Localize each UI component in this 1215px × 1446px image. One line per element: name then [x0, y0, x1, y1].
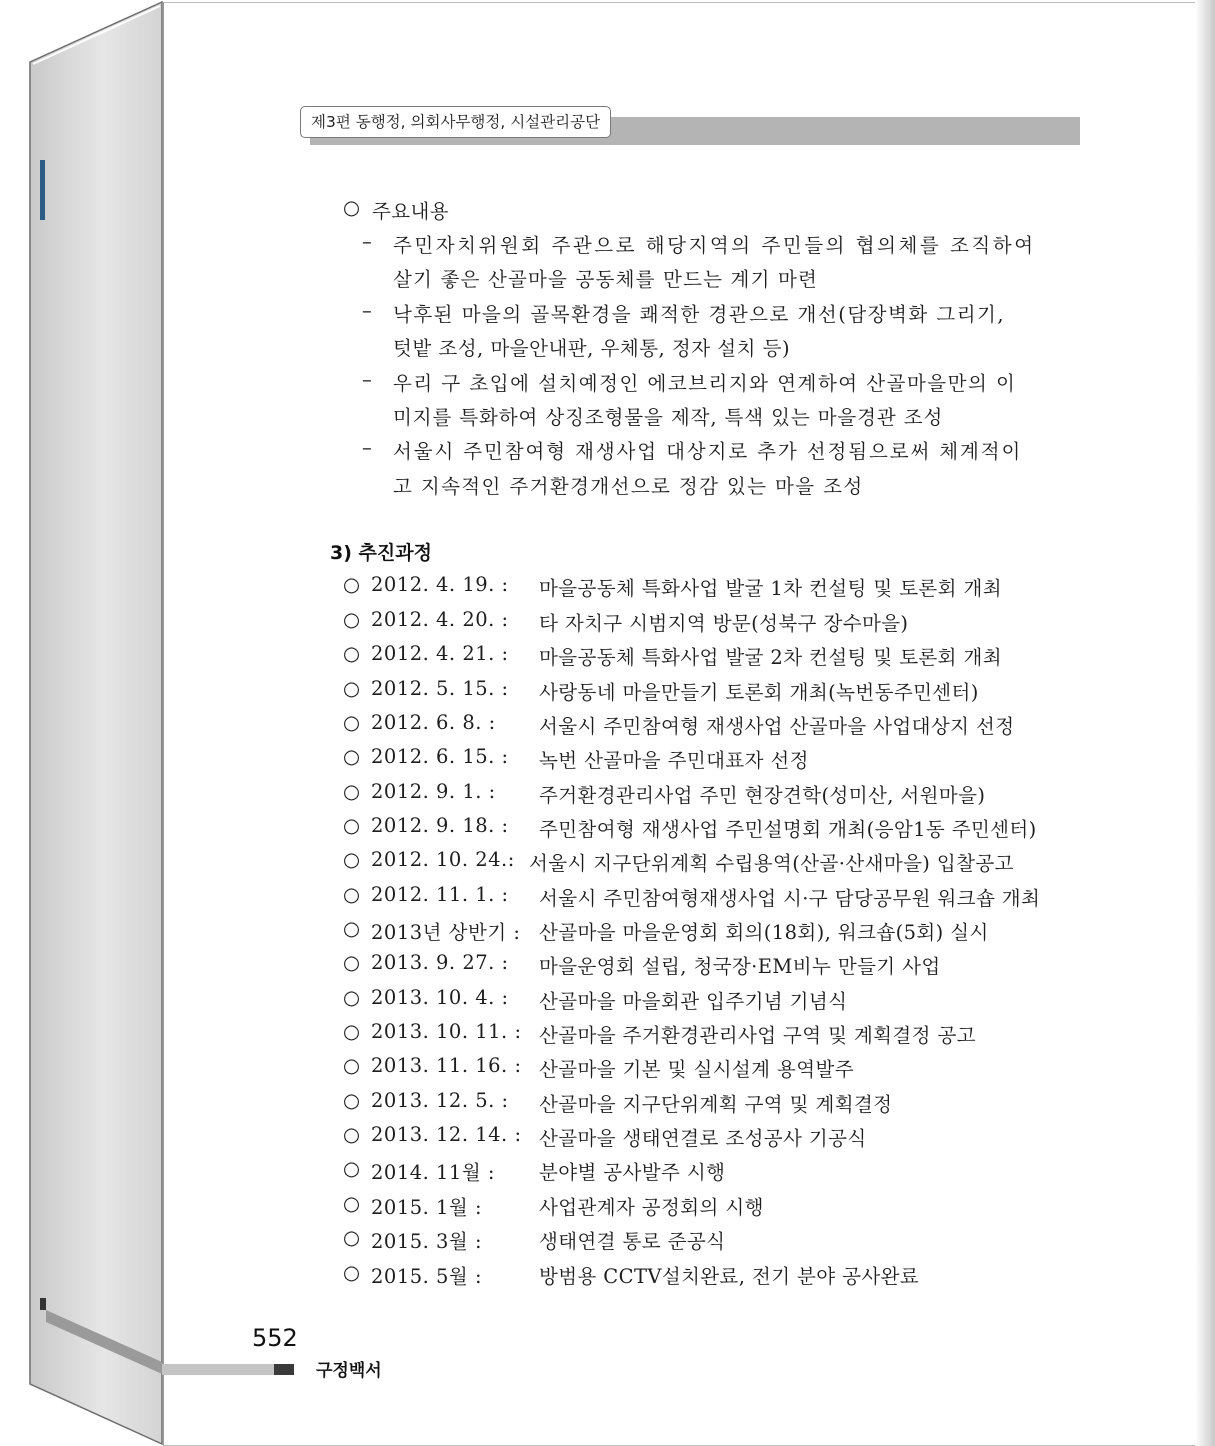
timeline-bullet: ○	[343, 573, 361, 596]
timeline-desc: 마을공동체 특화사업 발굴 1차 컨설팅 및 토론회 개최	[539, 577, 1002, 600]
timeline-bullet: ○	[343, 1192, 361, 1215]
dash-bullet: –	[362, 230, 372, 253]
timeline-desc: 타 자치구 시범지역 방문(성북구 장수마을)	[539, 612, 909, 635]
timeline-date: 2012. 11. 1. :	[371, 883, 509, 906]
timeline-bullet: ○	[343, 1261, 361, 1284]
timeline-desc: 서울시 지구단위계획 수립용역(산골·산새마을) 입찰공고	[529, 852, 1014, 875]
content-line: 텃밭 조성, 마을안내판, 우체통, 정자 설치 등)	[393, 337, 791, 360]
timeline-date: 2013년 상반기 :	[371, 921, 521, 944]
timeline-date: 2013. 10. 11. :	[371, 1020, 522, 1043]
timeline-date: 2012. 5. 15. :	[371, 677, 509, 700]
timeline-desc: 사업관계자 공정회의 시행	[539, 1196, 764, 1219]
dash-bullet: –	[362, 368, 372, 391]
book-spine	[0, 0, 165, 1446]
timeline-date: 2014. 11월 :	[371, 1161, 495, 1184]
timeline-bullet: ○	[343, 1157, 361, 1180]
timeline-desc: 분야별 공사발주 시행	[539, 1161, 726, 1184]
timeline-date: 2012. 4. 20. :	[371, 608, 509, 631]
timeline-date: 2012. 4. 19. :	[371, 573, 509, 596]
timeline-desc: 생태연결 통로 준공식	[539, 1230, 726, 1253]
timeline-bullet: ○	[343, 986, 361, 1009]
timeline-date: 2012. 9. 18. :	[371, 814, 509, 837]
content-line: 살기 좋은 산골마을 공동체를 만드는 계기 마련	[393, 268, 819, 291]
timeline-bullet: ○	[343, 1089, 361, 1112]
timeline-bullet: ○	[343, 883, 361, 906]
timeline-date: 2013. 11. 16. :	[371, 1054, 522, 1077]
footer-bar	[162, 1364, 274, 1375]
timeline-bullet: ○	[343, 677, 361, 700]
footer-bar-accent	[274, 1364, 294, 1375]
timeline-desc: 사랑동네 마을만들기 토론회 개최(녹번동주민센터)	[539, 681, 979, 704]
timeline-bullet: ○	[343, 642, 361, 665]
timeline-desc: 산골마을 마을회관 입주기념 기념식	[539, 990, 848, 1013]
timeline-bullet: ○	[343, 780, 361, 803]
timeline-desc: 산골마을 주거환경관리사업 구역 및 계획결정 공고	[539, 1024, 976, 1047]
timeline-bullet: ○	[343, 951, 361, 974]
timeline-bullet: ○	[343, 848, 361, 871]
section-title: 3) 추진과정	[330, 542, 432, 564]
timeline-bullet: ○	[343, 1020, 361, 1043]
dash-bullet: –	[362, 299, 372, 322]
timeline-desc: 마을운영회 설립, 청국장·EM비누 만들기 사업	[539, 955, 941, 978]
timeline-bullet: ○	[343, 608, 361, 631]
book-title: 구정백서	[316, 1361, 382, 1381]
timeline-desc: 방범용 CCTV설치완료, 전기 분야 공사완료	[539, 1265, 920, 1288]
timeline-date: 2013. 10. 4. :	[371, 986, 509, 1009]
timeline-desc: 주민참여형 재생사업 주민설명회 개최(응암1동 주민센터)	[539, 818, 1037, 841]
timeline-desc: 마을공동체 특화사업 발굴 2차 컨설팅 및 토론회 개최	[539, 646, 1002, 669]
content-line: 우리 구 초입에 설치예정인 에코브리지와 연계하여 산골마을만의 이	[393, 372, 1017, 395]
timeline-date: 2013. 12. 14. :	[371, 1123, 522, 1146]
timeline-date: 2015. 1월 :	[371, 1196, 483, 1219]
content-line: 주민자치위원회 주관으로 해당지역의 주민들의 협의체를 조직하여	[393, 234, 1036, 257]
timeline-bullet: ○	[343, 1054, 361, 1077]
timeline-date: 2015. 5월 :	[371, 1265, 483, 1288]
heading-bullet: ○	[343, 196, 361, 219]
timeline-date: 2012. 6. 15. :	[371, 745, 509, 768]
timeline-date: 2015. 3월 :	[371, 1230, 483, 1253]
content-line: 낙후된 마을의 골목환경을 쾌적한 경관으로 개선(담장벽화 그리기,	[393, 303, 1006, 326]
timeline-desc: 서울시 주민참여형 재생사업 산골마을 사업대상지 선정	[539, 715, 1015, 738]
timeline-desc: 서울시 주민참여형재생사업 시·구 담당공무원 워크숍 개최	[539, 887, 1041, 910]
page-number: 552	[252, 1324, 298, 1352]
timeline-bullet: ○	[343, 1226, 361, 1249]
timeline-bullet: ○	[343, 711, 361, 734]
page-edge-shadow	[1195, 0, 1215, 1446]
chapter-header: 제3편 동행정, 의회사무행정, 시설관리공단	[300, 106, 611, 138]
dash-bullet: –	[362, 436, 372, 459]
main-content-heading: 주요내용	[372, 200, 449, 223]
timeline-bullet: ○	[343, 745, 361, 768]
timeline-desc: 산골마을 생태연결로 조성공사 기공식	[539, 1127, 867, 1150]
timeline-desc: 산골마을 마을운영회 회의(18회), 워크숍(5회) 실시	[539, 921, 989, 944]
timeline-desc: 녹번 산골마을 주민대표자 선정	[539, 749, 809, 772]
content-line: 서울시 주민참여형 재생사업 대상지로 추가 선정됨으로써 체계적이	[393, 440, 1023, 463]
timeline-desc: 주거환경관리사업 주민 현장견학(성미산, 서원마을)	[539, 784, 986, 807]
timeline-desc: 산골마을 기본 및 실시설계 용역발주	[539, 1058, 854, 1081]
timeline-bullet: ○	[343, 814, 361, 837]
timeline-date: 2013. 9. 27. :	[371, 951, 509, 974]
timeline-bullet: ○	[343, 1123, 361, 1146]
timeline-date: 2012. 6. 8. :	[371, 711, 496, 734]
timeline-date: 2013. 12. 5. :	[371, 1089, 509, 1112]
timeline-date: 2012. 10. 24.:	[371, 848, 515, 871]
timeline-bullet: ○	[343, 917, 361, 940]
timeline-date: 2012. 4. 21. :	[371, 642, 509, 665]
timeline-desc: 산골마을 지구단위계획 구역 및 계획결정	[539, 1093, 893, 1116]
timeline-date: 2012. 9. 1. :	[371, 780, 496, 803]
content-line: 미지를 특화하여 상징조형물을 제작, 특색 있는 마을경관 조성	[393, 406, 944, 429]
content-line: 고 지속적인 주거환경개선으로 정감 있는 마을 조성	[393, 475, 864, 498]
